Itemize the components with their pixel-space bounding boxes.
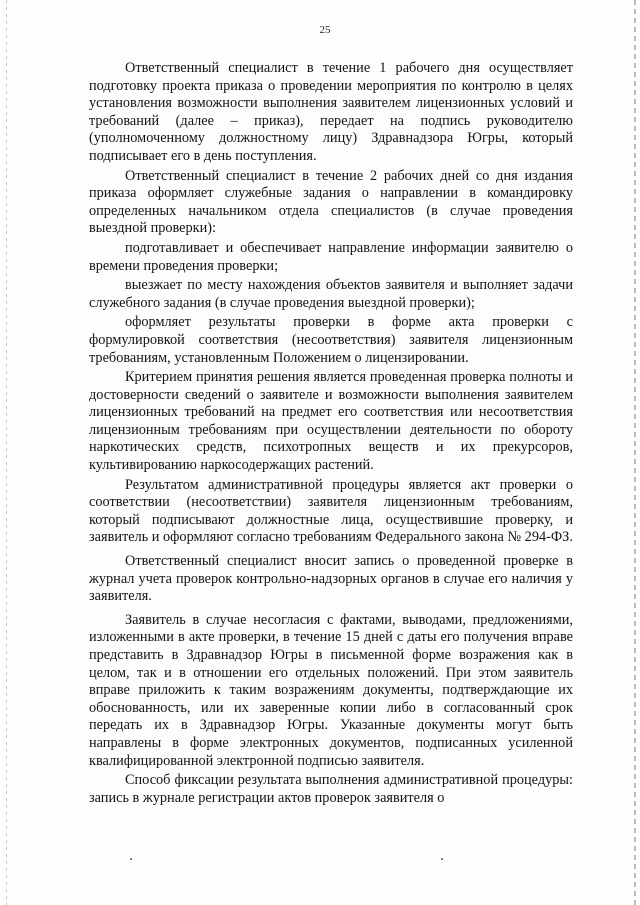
paragraph-4: выезжает по месту нахождения объектов заявителя и выполняет задачи служебного задания (в случае проведения выездной проверки);: [89, 277, 573, 311]
paragraph-7: Результатом административной процедуры является акт проверки о соответствии (несоответствии) заявителя лицензионным требованиям, который подписывают должностные лица, осуществившие проверку, и заявитель и оформляют согласно требованиям Федерального закона № 294-ФЗ.: [89, 476, 573, 546]
scan-speck: [130, 858, 132, 860]
paragraph-2: Ответственный специалист в течение 2 рабочих дней со дня издания приказа оформляет служебные задания о направлении в командировку определенных начальником отдела специалистов (в случае проведения выездной проверки):: [89, 167, 573, 237]
page-number: 25: [319, 24, 331, 36]
paragraph-5: оформляет результаты проверки в форме акта проверки с формулировкой соответствия (несоответствия) заявителя лицензионным требованиям, установленным Положением о лицензировании.: [89, 314, 573, 366]
scan-right-edge: [634, 0, 636, 905]
scan-speck: [441, 858, 443, 860]
document-body: [89, 60, 573, 809]
paragraph-3: подготавливает и обеспечивает направление информации заявителю о времени проведения проверки;: [89, 239, 573, 274]
paragraph-8: Ответственный специалист вносит запись о проведенной проверке в журнал учета проверок контрольно-надзорных органов в случае его наличия у заявителя.: [89, 553, 573, 605]
paragraph-10: Способ фиксации результата выполнения административной процедуры: запись в журнале регистрации актов проверок заявителя о: [89, 772, 573, 806]
scan-left-edge: [6, 0, 7, 905]
paragraph-1: Ответственный специалист в течение 1 рабочего дня осуществляет подготовку проекта приказа о проведении мероприятия по контролю в целях установления возможности выполнения заявителем лицензионных условий и требований (далее – приказ), передает на подпись руководителю (уполномоченному должностному лицу) Здравнадзора Югры, который подписывает его в день поступления.: [89, 60, 573, 164]
paragraph-6: Критерием принятия решения является проведенная проверка полноты и достоверности сведений о заявителе и возможности выполнения заявителем лицензионных требований на предмет его соответствия или несоответствия лицензионным требованиям при осуществлении деятельности по обороту наркотических средств, психотропных веществ и их прекурсоров, культивированию наркосодержащих растений.: [89, 369, 573, 474]
paragraph-9: Заявитель в случае несогласия с фактами, выводами, предложениями, изложенными в акте проверки, в течение 15 дней с даты его получения вправе представить в Здравнадзор Югры в письменной форме возражения как в целом, так и в отношении его отдельных положений. При этом заявитель вправе приложить к таким возражениям документы, подтверждающие их обоснованность, или их заверенные копии либо в согласованный срок передать их в Здравнадзор Югры. Указанные документы могут быть направлены в форме электронных документов, подписанных усиленной квалифицированной электронной подписью заявителя.: [89, 611, 573, 769]
